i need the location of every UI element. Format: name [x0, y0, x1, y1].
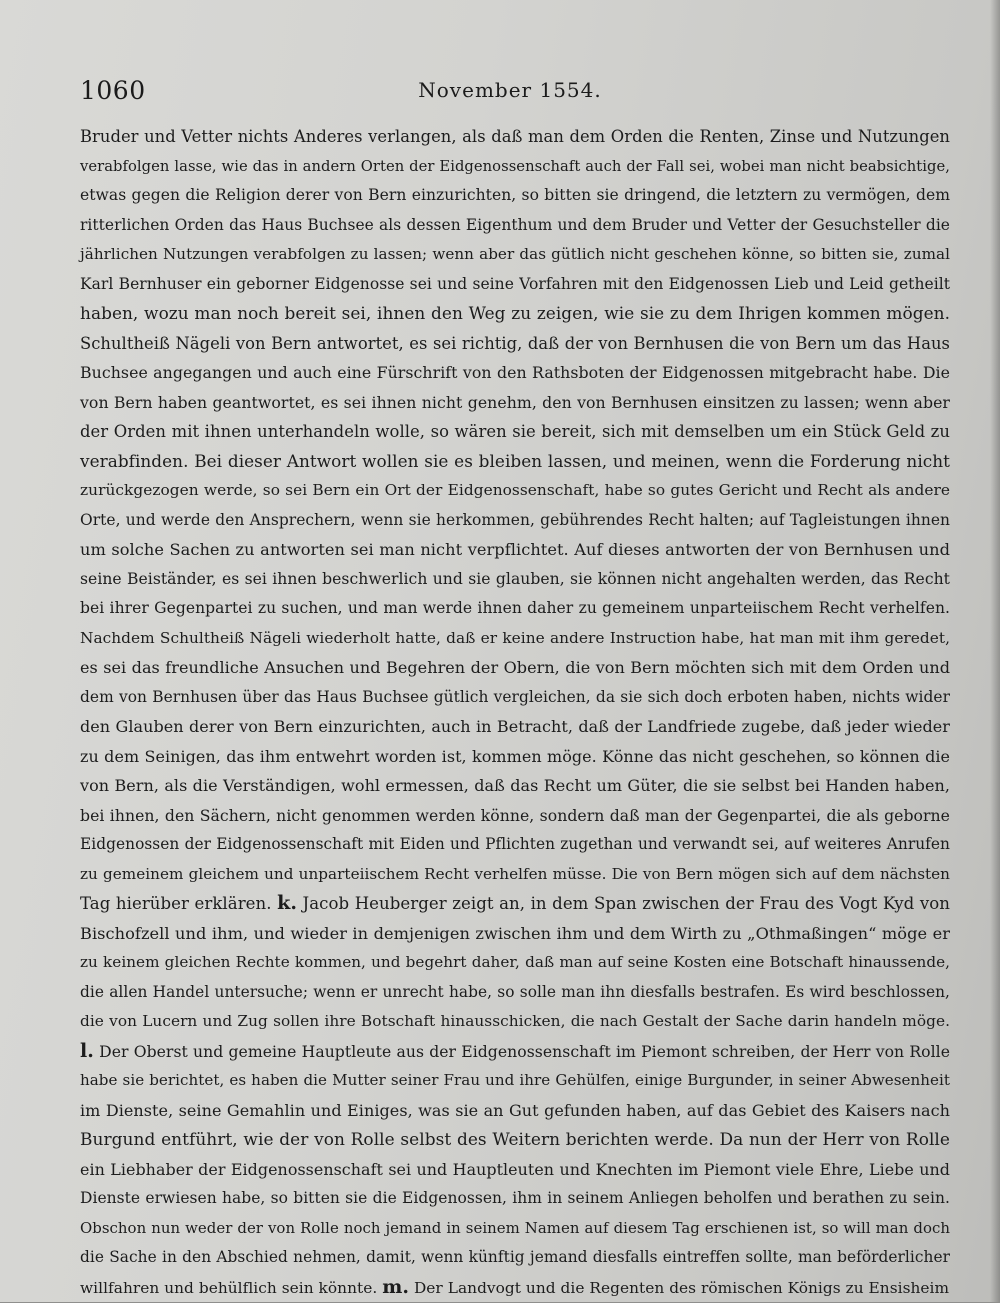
- text-line: Obschon nun weder der von Rolle noch jemand in seinem Namen auf diesem Tag erschienen ist, so will man doch: [80, 1218, 950, 1237]
- text-line: jährlichen Nutzungen verabfolgen zu lassen; wenn aber das gütlich nicht geschehen könne, so bitten sie, zumal: [80, 245, 950, 263]
- section-m-text: Der Landvogt und die Regenten des römischen Königs zu Ensisheim: [413, 1278, 950, 1297]
- text-line: Dienste erwiesen habe, so bitten sie die Eidgenossen, ihm in seinem Anliegen beholfen und berathen zu sein.: [80, 1189, 950, 1207]
- text-line: Schultheiß Nägeli von Bern antwortet, es sei richtig, daß der von Bernhusen die von Bern um das Haus: [80, 333, 950, 353]
- text-line-section-k: [80, 889, 950, 919]
- text-line: dem von Bernhusen über das Haus Buchsee gütlich vergleichen, da sie sich doch erboten haben, nichts wider: [80, 687, 950, 706]
- text-line: der Orden mit ihnen unterhandeln wolle, so wären sie bereit, sich mit demselben um ein Stück Geld zu: [80, 422, 950, 441]
- text-line: Nachdem Schultheiß Nägeli wiederholt hatte, daß er keine andere Instruction habe, hat man mit ihm geredet,: [80, 628, 950, 647]
- text-line: Bruder und Vetter nichts Anderes verlangen, als daß man dem Orden die Renten, Zinse und Nutzungen: [80, 127, 950, 146]
- text-line: um solche Sachen zu antworten sei man nicht verpflichtet. Auf dieses antworten der von Bernhusen und: [80, 540, 950, 559]
- section-k-text: Jacob Heuberger zeigt an, in dem Span zwischen der Frau des Vogt Kyd von: [302, 894, 951, 913]
- section-marker-m: m.: [382, 1275, 410, 1298]
- page-edge-shadow: [990, 0, 1000, 1302]
- text-line: ein Liebhaber der Eidgenossenschaft sei und Hauptleuten und Knechten im Piemont viele Ehre, Liebe und: [80, 1159, 950, 1179]
- section-marker-k: k.: [277, 892, 297, 914]
- text-line: von Bern, als die Verständigen, wohl ermessen, daß das Recht um Güter, die sie selbst bei Handen haben,: [80, 776, 950, 795]
- text-line: bei ihrer Gegenpartei zu suchen, und man werde ihnen daher zu gemeinem unparteiischem Recht verhelfen.: [80, 599, 950, 617]
- text-line: etwas gegen die Religion derer von Bern einzurichten, so bitten sie dringend, die letztern zu vermögen, dem: [80, 186, 950, 204]
- text-line: verabfolgen lasse, wie das in andern Orten der Eidgenossenschaft auch der Fall sei, wobei man nicht beabsichtige,: [80, 157, 950, 175]
- text-line: bei ihnen, den Sächern, nicht genommen werden könne, sondern daß man der Gegenpartei, die als geborne: [80, 805, 950, 825]
- text-line: ritterlichen Orden das Haus Buchsee als dessen Eigenthum und dem Bruder und Vetter der Gesuchsteller die: [80, 215, 950, 234]
- text-line: zu gemeinem gleichem und unparteiischem Recht verhelfen müsse. Die von Bern mögen sich auf dem nächsten: [80, 864, 950, 883]
- text-line: im Dienste, seine Gemahlin und Einiges, was sie an Gut gefunden haben, auf das Gebiet des Kaisers nach: [80, 1100, 950, 1120]
- text-line-section-m: [80, 1273, 950, 1303]
- running-title: November 1554.: [418, 78, 602, 102]
- text-fragment: willfahren und behülflich sein könnte.: [80, 1278, 378, 1297]
- page-number: 1060: [80, 76, 146, 105]
- text-line: habe sie berichtet, es haben die Mutter seiner Frau und ihre Gehülfen, einige Burgunder, in seiner Abwesenheit: [80, 1071, 950, 1089]
- page-header: [80, 76, 940, 116]
- body-text: [80, 122, 950, 1302]
- text-line: Bischofzell und ihm, und wieder in demjenigen zwischen ihm und dem Wirth zu „Othmaßingen“ möge er: [80, 923, 950, 943]
- text-line: seine Beiständer, es sei ihnen beschwerlich und sie glauben, sie können nicht angehalten werden, das Recht: [80, 569, 950, 588]
- text-line: es sei das freundliche Ansuchen und Begehren der Obern, die von Bern möchten sich mit dem Orden und: [80, 658, 950, 677]
- text-line: verabfinden. Bei dieser Antwort wollen sie es bleiben lassen, und meinen, wenn die Forderung nicht: [80, 450, 950, 471]
- text-line: Eidgenossen der Eidgenossenschaft mit Eiden und Pflichten zugethan und verwandt sei, auf weiteres Anrufen: [80, 835, 950, 853]
- section-marker-l: l.: [80, 1039, 94, 1062]
- text-line: Karl Bernhuser ein geborner Eidgenosse sei und seine Vorfahren mit den Eidgenossen Lieb und Leid getheilt: [80, 274, 950, 293]
- text-line: haben, wozu man noch bereit sei, ihnen den Weg zu zeigen, wie sie zu dem Ihrigen kommen mögen.: [80, 303, 950, 323]
- text-line: die Sache in den Abschied nehmen, damit, wenn künftig jemand diesfalls eintreffen sollte, man beförderlicher: [80, 1248, 950, 1266]
- text-line: Burgund entführt, wie der von Rolle selbst des Weitern berichten werde. Da nun der Herr von Rolle: [80, 1129, 950, 1149]
- text-line: den Glauben derer von Bern einzurichten, auch in Betracht, daß der Landfriede zugebe, daß jeder wieder: [80, 717, 950, 736]
- text-fragment: Tag hierüber erklären.: [80, 894, 272, 913]
- text-line: die allen Handel untersuche; wenn er unrecht habe, so solle man ihn diesfalls bestrafen. Es wird beschlossen,: [80, 982, 950, 1001]
- text-line-section-l: [80, 1037, 950, 1067]
- text-line: die von Lucern und Zug sollen ihre Botschaft hinausschicken, die nach Gestalt der Sache darin handeln möge.: [80, 1012, 950, 1030]
- text-line: von Bern haben geantwortet, es sei ihnen nicht genehm, den von Bernhusen einsitzen zu lassen; wenn aber: [80, 392, 950, 412]
- text-line: zu dem Seinigen, das ihm entwehrt worden ist, kommen möge. Könne das nicht geschehen, so können die: [80, 746, 950, 766]
- section-l-text: Der Oberst und gemeine Hauptleute aus der Eidgenossenschaft im Piemont schreiben, der Herr von Rolle: [99, 1041, 950, 1061]
- text-line: zu keinem gleichen Rechte kommen, und begehrt daher, daß man auf seine Kosten eine Botschaft hinaussende,: [80, 953, 950, 971]
- text-line: zurückgezogen werde, so sei Bern ein Ort der Eidgenossenschaft, habe so gutes Gericht und Recht als andere: [80, 481, 950, 499]
- text-line: Orte, und werde den Ansprechern, wenn sie herkommen, gebührendes Recht halten; auf Tagleistungen ihnen: [80, 510, 950, 529]
- text-line: Buchsee angegangen und auch eine Fürschrift von den Rathsboten der Eidgenossen mitgebracht habe. Die: [80, 363, 950, 382]
